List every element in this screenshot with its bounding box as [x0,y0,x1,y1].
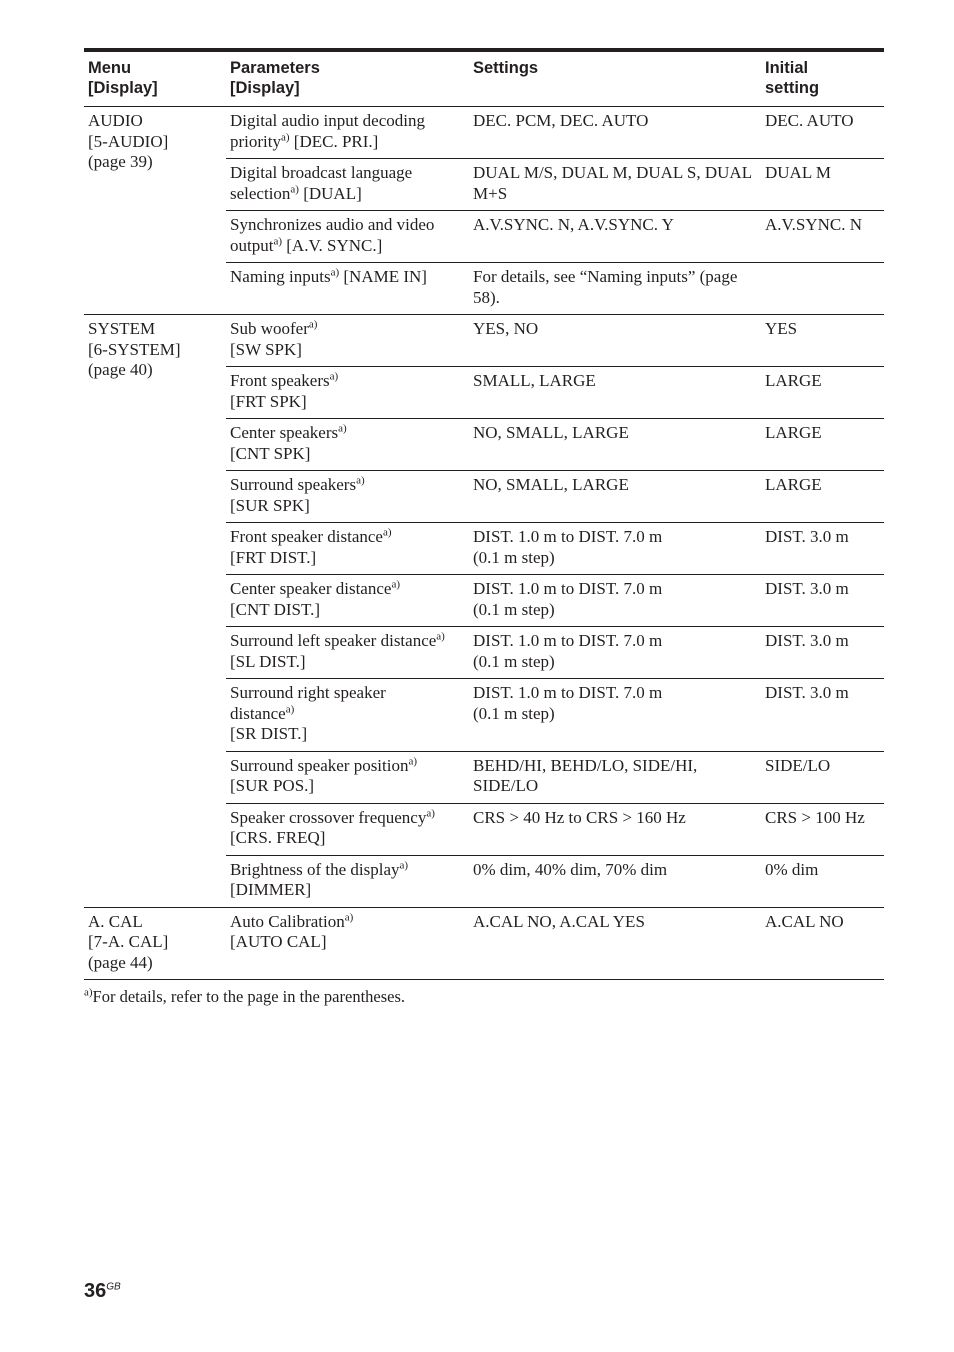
footnote-reference: a) [308,318,318,331]
parameter-display: [DIMMER] [230,880,312,899]
parameter-name: Center speaker distance [230,579,392,598]
parameter-name: Auto Calibration [230,911,345,931]
page-number-value: 36 [84,1280,107,1302]
parameter-name: Surround speakers [230,475,357,494]
footnote-reference: a) [436,630,445,643]
initial-setting-cell: YES [761,315,884,367]
footnote-reference: a) [391,578,400,591]
parameter-display: [NAME IN] [339,267,427,286]
settings-cell: CRS > 40 Hz to CRS > 160 Hz [469,803,761,855]
footnote-reference: a) [426,806,435,819]
settings-cell: DIST. 1.0 m to DIST. 7.0 m (0.1 m step) [469,575,761,627]
parameter-cell [226,627,469,679]
footnote-reference: a) [382,526,392,539]
initial-setting-cell: DUAL M [761,159,884,211]
parameter-cell [226,751,469,803]
parameter-name: Digital broadcast language selection [230,163,413,203]
parameter-cell [226,367,469,419]
parameter-name: Center speakers [230,423,339,442]
initial-setting-cell: DEC. AUTO [761,107,884,159]
parameter-cell [226,679,469,752]
parameter-name: Surround right speaker distance [230,683,386,723]
footnote-reference: a) [399,858,409,871]
parameter-cell [226,315,469,367]
parameter-display: [CNT DIST.] [230,599,321,619]
initial-setting-cell: DIST. 3.0 m [761,679,884,752]
initial-setting-cell: A.V.SYNC. N [761,211,884,263]
initial-setting-cell: DIST. 3.0 m [761,627,884,679]
parameter-name: Front speaker distance [230,527,383,546]
table-row [84,907,884,980]
parameter-display: [SUR POS.] [230,776,315,795]
settings-table [84,48,884,980]
parameter-display: [CNT SPK] [230,443,311,463]
settings-cell: DIST. 1.0 m to DIST. 7.0 m (0.1 m step) [469,679,761,752]
initial-setting-cell: DIST. 3.0 m [761,575,884,627]
parameter-cell [226,211,469,263]
parameter-cell [226,471,469,523]
settings-cell: NO, SMALL, LARGE [469,419,761,471]
settings-cell: BEHD/HI, BEHD/LO, SIDE/HI, SIDE/LO [469,751,761,803]
initial-setting-cell: 0% dim [761,855,884,907]
settings-cell: A.CAL NO, A.CAL YES [469,907,761,980]
parameter-cell [226,803,469,855]
parameter-name: Brightness of the display [230,859,400,879]
settings-cell: 0% dim, 40% dim, 70% dim [469,855,761,907]
header-initial-setting: Initial setting [761,50,884,107]
header-row [84,50,884,107]
parameter-cell [226,263,469,315]
parameter-display: [SR DIST.] [230,724,308,743]
footnote-reference: a) [408,754,418,767]
settings-cell: DUAL M/S, DUAL M, DUAL S, DUAL M+S [469,159,761,211]
parameter-display: [FRT SPK] [230,391,307,411]
parameter-name: Speaker crossover frequency [230,807,427,827]
parameter-display: [SUR SPK] [230,495,310,515]
parameter-cell [226,419,469,471]
header-settings: Settings [469,50,761,107]
parameter-name: Front speakers [230,371,330,390]
page-number-suffix: GB [106,1281,121,1293]
settings-cell: SMALL, LARGE [469,367,761,419]
footnote-text: For details, refer to the page in the parentheses. [92,987,406,1006]
parameter-display: [AUTO CAL] [230,932,327,951]
settings-cell: DEC. PCM, DEC. AUTO [469,107,761,159]
menu-cell: SYSTEM [6-SYSTEM] (page 40) [84,315,226,908]
footnote-reference: a) [356,474,365,487]
footnote-reference: a) [344,910,354,923]
initial-setting-cell: LARGE [761,471,884,523]
footnote-reference: a) [290,182,299,195]
parameter-display: [A.V. SYNC.] [282,235,383,255]
menu-cell: AUDIO [5-AUDIO] (page 39) [84,107,226,315]
parameter-cell [226,855,469,907]
parameter-name: Synchronizes audio and video output [230,215,435,255]
table-row [84,315,884,367]
initial-setting-cell [761,263,884,315]
parameter-display: [DUAL] [298,183,362,203]
table-row [84,107,884,159]
initial-setting-cell: LARGE [761,419,884,471]
table-body [84,107,884,980]
parameter-cell [226,907,469,980]
parameter-name: Sub woofer [230,319,309,338]
header-parameters: Parameters [Display] [226,50,469,107]
parameter-display: [CRS. FREQ] [230,828,326,847]
footnote-reference: a) [329,370,339,383]
initial-setting-cell: LARGE [761,367,884,419]
parameter-cell [226,159,469,211]
parameter-cell [226,575,469,627]
parameter-name: Digital audio input decoding priority [230,111,425,151]
parameter-name: Surround left speaker distance [230,631,437,650]
footnote-reference: a) [281,130,290,143]
parameter-display: [SL DIST.] [230,651,306,671]
parameter-display: [DEC. PRI.] [289,131,379,151]
initial-setting-cell: SIDE/LO [761,751,884,803]
footnote-reference: a) [273,234,282,247]
initial-setting-cell: CRS > 100 Hz [761,803,884,855]
page-number [84,1279,121,1303]
footnote [84,986,405,1008]
footnote-reference: a) [285,702,295,715]
settings-cell: DIST. 1.0 m to DIST. 7.0 m (0.1 m step) [469,523,761,575]
settings-cell: For details, see “Naming inputs” (page 58). [469,263,761,315]
settings-cell: A.V.SYNC. N, A.V.SYNC. Y [469,211,761,263]
footnote-reference: a) [330,266,340,279]
parameter-name: Naming inputs [230,267,331,286]
menu-cell: A. CAL [7-A. CAL] (page 44) [84,907,226,980]
footnote-marker: a) [84,986,93,999]
footnote-reference: a) [338,422,347,435]
settings-cell: DIST. 1.0 m to DIST. 7.0 m (0.1 m step) [469,627,761,679]
settings-cell: YES, NO [469,315,761,367]
parameter-display: [SW SPK] [230,339,302,359]
parameter-name: Surround speaker position [230,755,409,775]
parameter-cell [226,523,469,575]
parameter-display: [FRT DIST.] [230,547,317,567]
initial-setting-cell: A.CAL NO [761,907,884,980]
parameter-cell [226,107,469,159]
settings-cell: NO, SMALL, LARGE [469,471,761,523]
header-menu: Menu [Display] [84,50,226,107]
initial-setting-cell: DIST. 3.0 m [761,523,884,575]
